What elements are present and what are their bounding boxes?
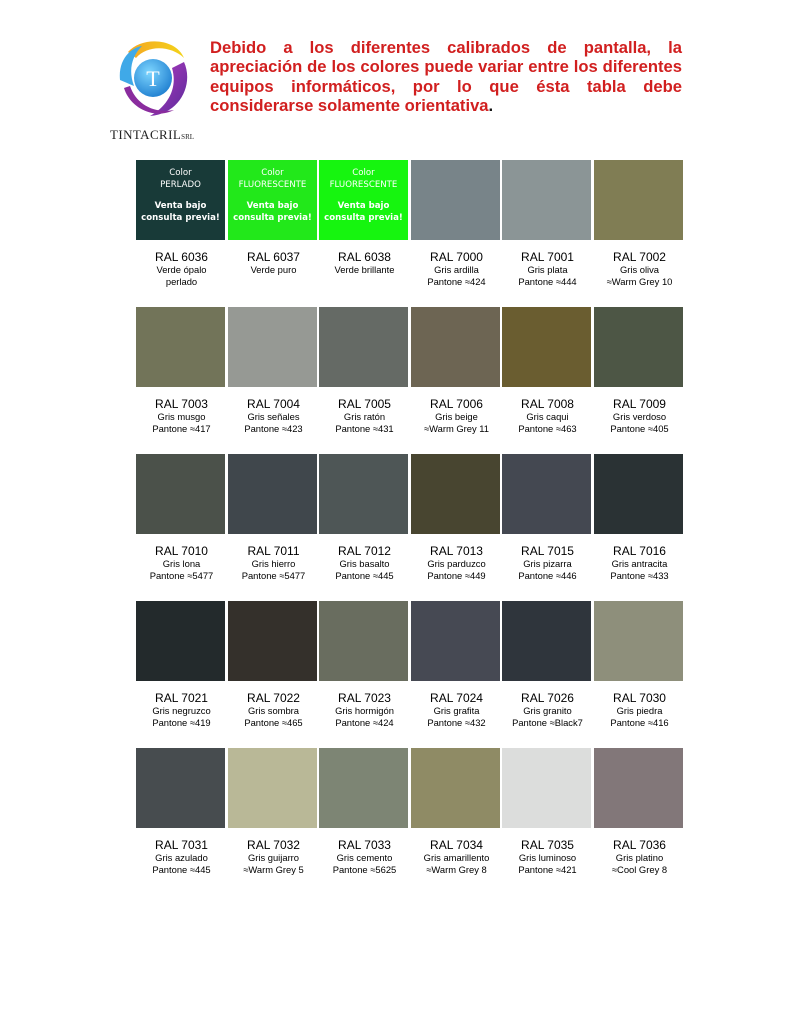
ral-code: RAL 6036 (155, 250, 208, 264)
color-swatch (319, 160, 408, 240)
color-swatch (228, 601, 317, 681)
disclaimer-text: Debido a los diferentes calibrados de pantalla, la apreciación de los colores puede variar entre los diferentes equipos informáticos, por lo que ésta tabla debe considerarse solamente orientativa. (210, 38, 682, 116)
pantone-ref: Pantone ≈446 (518, 570, 577, 581)
color-card (228, 454, 319, 582)
color-name: Verde brillante (334, 264, 395, 275)
color-name: Gris señales (247, 411, 300, 422)
color-name: Gris sombra (247, 705, 300, 716)
ral-code: RAL 7030 (613, 691, 666, 705)
ral-code: RAL 6038 (338, 250, 391, 264)
pantone-ref: Pantone ≈421 (518, 864, 577, 875)
color-name: Gris granito (523, 705, 572, 716)
color-swatch (594, 601, 683, 681)
notice-line: Venta bajo (246, 201, 299, 211)
color-swatch (136, 307, 225, 387)
ral-code: RAL 7006 (430, 397, 483, 411)
ral-code: RAL 7001 (521, 250, 574, 264)
color-name: Gris pizarra (523, 558, 572, 569)
color-name: Gris azulado (155, 852, 208, 863)
pantone-ref: Pantone ≈433 (610, 570, 669, 581)
notice-line: Color (169, 168, 192, 178)
ral-code: RAL 7003 (155, 397, 208, 411)
color-name: Verde puro (250, 264, 297, 275)
pantone-ref: Pantone ≈431 (335, 423, 394, 434)
color-card (594, 748, 685, 876)
pantone-ref: Pantone ≈416 (610, 717, 669, 728)
ral-code: RAL 7032 (247, 838, 300, 852)
color-name: Gris grafita (433, 705, 480, 716)
color-swatch (319, 307, 408, 387)
ral-code: RAL 7015 (521, 544, 574, 558)
color-swatch (411, 160, 500, 240)
color-card (411, 454, 502, 582)
logo-emblem-icon (114, 36, 192, 122)
color-name: Gris caqui (526, 411, 569, 422)
ral-code: RAL 7034 (430, 838, 483, 852)
color-swatch (502, 748, 591, 828)
special-color-notice (228, 167, 317, 224)
ral-code: RAL 7024 (430, 691, 483, 705)
pantone-ref: Pantone ≈449 (427, 570, 486, 581)
color-name: Gris parduzco (427, 558, 486, 569)
tintacril-logo (108, 36, 198, 146)
color-card (319, 748, 410, 876)
color-name: Gris verdoso (612, 411, 667, 422)
swatch-row (136, 454, 686, 601)
notice-line: PERLADO (160, 180, 201, 190)
pantone-ref: Pantone ≈Black7 (512, 717, 583, 728)
notice-line: consulta previa! (324, 213, 403, 223)
color-swatch (136, 454, 225, 534)
pantone-ref: Pantone ≈444 (518, 276, 577, 287)
pantone-ref: Pantone ≈417 (152, 423, 211, 434)
color-card (319, 601, 410, 729)
color-swatch (502, 601, 591, 681)
ral-code: RAL 7010 (155, 544, 208, 558)
pantone-ref: Pantone ≈5477 (241, 570, 306, 581)
color-card (319, 307, 410, 435)
color-name: Gris oliva (619, 264, 660, 275)
pantone-ref: ≈Cool Grey 8 (611, 864, 668, 875)
color-name: Gris guijarro (247, 852, 300, 863)
color-card (594, 454, 685, 582)
pantone-ref: Pantone ≈465 (244, 717, 303, 728)
color-card (136, 601, 227, 729)
ral-code: RAL 7031 (155, 838, 208, 852)
color-card (136, 454, 227, 582)
color-name: Gris negruzco (152, 705, 211, 716)
color-name: Gris hormigón (335, 705, 394, 716)
color-swatch (228, 748, 317, 828)
color-swatch (136, 601, 225, 681)
color-card (411, 601, 502, 729)
color-card (502, 160, 593, 288)
color-swatch (319, 748, 408, 828)
pantone-ref: Pantone ≈419 (152, 717, 211, 728)
notice-line: Color (261, 168, 284, 178)
ral-code: RAL 7022 (247, 691, 300, 705)
pantone-ref: Pantone ≈405 (610, 423, 669, 434)
pantone-ref: Pantone ≈463 (518, 423, 577, 434)
color-name: Gris luminoso (518, 852, 577, 863)
notice-line: Venta bajo (337, 201, 390, 211)
ral-code: RAL 7005 (338, 397, 391, 411)
notice-line: Venta bajo (154, 201, 207, 211)
ral-code: RAL 7016 (613, 544, 666, 558)
notice-line: consulta previa! (141, 213, 220, 223)
color-name: Verde ópalo (156, 264, 207, 275)
color-name: Gris piedra (616, 705, 663, 716)
color-name: Gris amarillento (423, 852, 490, 863)
color-name: Gris basalto (339, 558, 390, 569)
color-swatch (594, 307, 683, 387)
ral-code: RAL 7021 (155, 691, 208, 705)
svg-text:T: T (146, 66, 160, 91)
color-name: Gris lona (162, 558, 201, 569)
color-swatch (594, 748, 683, 828)
color-swatch (411, 454, 500, 534)
pantone-ref: ≈Warm Grey 11 (423, 423, 490, 434)
pantone-ref: Pantone ≈445 (152, 864, 211, 875)
pantone-ref: Pantone ≈424 (335, 717, 394, 728)
pantone-ref: ≈Warm Grey 10 (606, 276, 673, 287)
swatch-row (136, 601, 686, 748)
color-card (411, 748, 502, 876)
color-card (228, 307, 319, 435)
color-name: Gris ratón (343, 411, 386, 422)
pantone-ref: perlado (165, 276, 198, 287)
pantone-ref: ≈Warm Grey 5 (243, 864, 304, 875)
color-swatch (411, 307, 500, 387)
color-card (319, 160, 410, 276)
pantone-ref: Pantone ≈423 (244, 423, 303, 434)
ral-code: RAL 7012 (338, 544, 391, 558)
color-card (502, 454, 593, 582)
color-name: Gris cemento (336, 852, 393, 863)
color-name: Gris platino (615, 852, 664, 863)
ral-code: RAL 7036 (613, 838, 666, 852)
notice-line: FLUORESCENTE (238, 180, 307, 190)
color-card (228, 748, 319, 876)
ral-code: RAL 7000 (430, 250, 483, 264)
color-swatch (319, 454, 408, 534)
color-card (502, 307, 593, 435)
color-name: Gris ardilla (434, 264, 479, 275)
ral-code: RAL 7035 (521, 838, 574, 852)
ral-code: RAL 7013 (430, 544, 483, 558)
color-name: Gris musgo (157, 411, 206, 422)
ral-code: RAL 7008 (521, 397, 574, 411)
pantone-ref: Pantone ≈5625 (332, 864, 397, 875)
color-card (136, 307, 227, 435)
ral-color-grid (136, 160, 686, 895)
color-card (594, 160, 685, 288)
color-swatch (502, 307, 591, 387)
swatch-row (136, 748, 686, 895)
color-card (594, 601, 685, 729)
pantone-ref: Pantone ≈432 (427, 717, 486, 728)
pantone-ref: Pantone ≈424 (427, 276, 486, 287)
ral-code: RAL 7002 (613, 250, 666, 264)
color-swatch (136, 748, 225, 828)
color-swatch (411, 748, 500, 828)
color-card (136, 748, 227, 876)
ral-code: RAL 7033 (338, 838, 391, 852)
color-swatch (228, 160, 317, 240)
notice-line: Color (352, 168, 375, 178)
color-swatch (228, 454, 317, 534)
color-card (228, 601, 319, 729)
pantone-ref: Pantone ≈445 (335, 570, 394, 581)
brand-name: TINTACRILSRL (110, 127, 195, 142)
color-name: Gris antracita (611, 558, 668, 569)
color-card (411, 307, 502, 435)
special-color-notice (319, 167, 408, 224)
color-swatch (502, 160, 591, 240)
color-swatch (319, 601, 408, 681)
color-name: Gris beige (435, 411, 478, 422)
notice-line: consulta previa! (233, 213, 312, 223)
color-card (136, 160, 227, 288)
ral-code: RAL 7023 (338, 691, 391, 705)
color-swatch (502, 454, 591, 534)
ral-code: RAL 7026 (521, 691, 574, 705)
color-card (502, 748, 593, 876)
color-card (411, 160, 502, 288)
swatch-row (136, 307, 686, 454)
color-swatch (228, 307, 317, 387)
color-swatch (136, 160, 225, 240)
color-card (594, 307, 685, 435)
pantone-ref: ≈Warm Grey 8 (426, 864, 487, 875)
pantone-ref: Pantone ≈5477 (149, 570, 214, 581)
ral-code: RAL 7004 (247, 397, 300, 411)
color-card (502, 601, 593, 729)
color-swatch (411, 601, 500, 681)
color-card (319, 454, 410, 582)
ral-code: RAL 7009 (613, 397, 666, 411)
color-name: Gris plata (527, 264, 568, 275)
special-color-notice (136, 167, 225, 224)
color-swatch (594, 454, 683, 534)
color-swatch (594, 160, 683, 240)
notice-line: FLUORESCENTE (329, 180, 398, 190)
ral-code: RAL 7011 (247, 544, 300, 558)
swatch-row (136, 160, 686, 307)
color-name: Gris hierro (251, 558, 296, 569)
color-card (228, 160, 319, 276)
ral-code: RAL 6037 (247, 250, 300, 264)
